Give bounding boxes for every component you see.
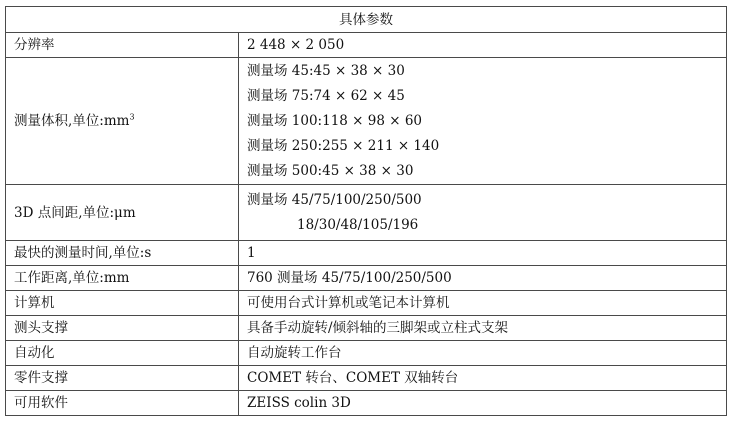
row-value [239, 185, 727, 241]
row-value: 760 测量场 45/75/100/250/500 [239, 266, 727, 291]
row-value: COMET 转台、COMET 双轴转台 [239, 366, 727, 391]
row-value: ZEISS colin 3D [239, 391, 727, 416]
spec-table [5, 6, 727, 416]
table-row [6, 291, 727, 316]
value-line: 测量场 250:255 × 211 × 140 [247, 137, 440, 154]
value-line: 测量场 45/75/100/250/500 [247, 191, 422, 208]
unit-superscript: 3 [129, 112, 135, 122]
row-label-text: 测量体积,单位:mm [14, 113, 130, 129]
table-row [6, 366, 727, 391]
row-label: 零件支撑 [6, 366, 239, 391]
row-label: 自动化 [6, 341, 239, 366]
table-row [6, 266, 727, 291]
table-row [6, 341, 727, 366]
row-value: 1 [239, 241, 727, 266]
value-line: 测量场 100:118 × 98 × 60 [247, 112, 423, 129]
value-line: 测量场 45:45 × 38 × 30 [247, 62, 405, 79]
value-line: 测量场 75:74 × 62 × 45 [247, 87, 405, 104]
row-label: 3D 点间距,单位:μm [6, 185, 239, 241]
value-line: 测量场 500:45 × 38 × 30 [247, 162, 414, 179]
row-value: 具备手动旋转/倾斜轴的三脚架或立柱式支架 [239, 316, 727, 341]
row-value: 可使用台式计算机或笔记本计算机 [239, 291, 727, 316]
table-row [6, 33, 727, 58]
row-label: 测头支撑 [6, 316, 239, 341]
table-row [6, 391, 727, 416]
row-label: 工作距离,单位:mm [6, 266, 239, 291]
row-value: 2 448 × 2 050 [239, 33, 727, 58]
table-header-row [6, 7, 727, 33]
table-row [6, 185, 727, 241]
value-line: 18/30/48/105/196 [297, 216, 419, 233]
row-value [239, 58, 727, 185]
table-row [6, 316, 727, 341]
row-label: 计算机 [6, 291, 239, 316]
table-row [6, 58, 727, 185]
row-label: 分辨率 [6, 33, 239, 58]
table-row [6, 241, 727, 266]
row-label: 最快的测量时间,单位:s [6, 241, 239, 266]
table-header: 具体参数 [6, 7, 727, 33]
row-label [6, 58, 239, 185]
row-value: 自动旋转工作台 [239, 341, 727, 366]
row-label: 可用软件 [6, 391, 239, 416]
